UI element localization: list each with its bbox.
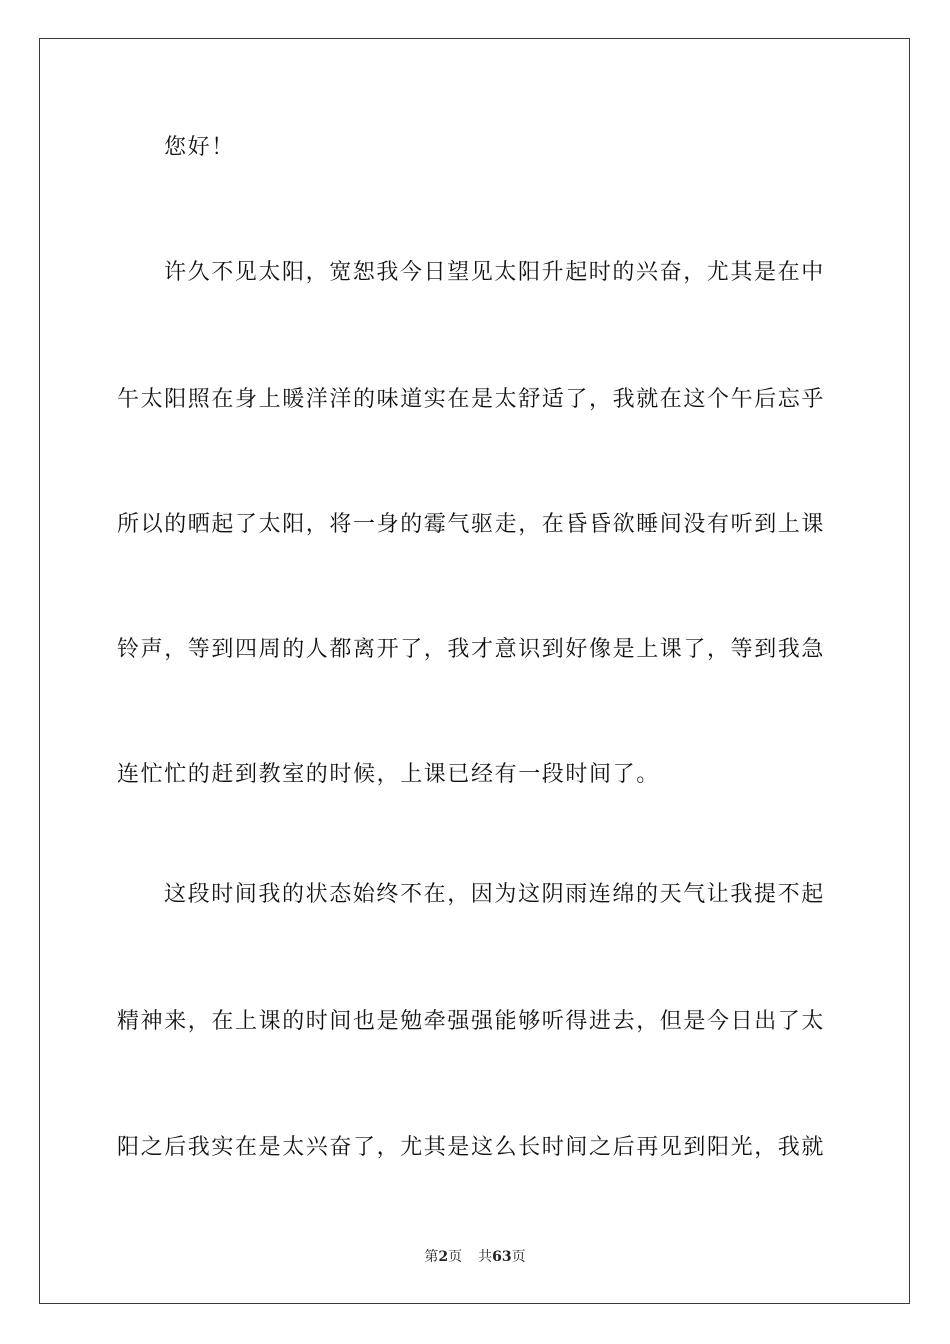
salutation-line: 您好！ — [164, 135, 235, 160]
paragraph-1-line-5: 连忙忙的赶到教室的时候，上课已经有一段时间了。 — [117, 762, 660, 787]
page-border — [39, 38, 910, 1304]
total-prefix: 共 — [478, 1249, 493, 1265]
paragraph-1-line-1: 许久不见太阳，宽恕我今日望见太阳升起时的兴奋，尤其是在中 — [164, 260, 825, 285]
paragraph-1-line-2: 午太阳照在身上暖洋洋的味道实在是太舒适了，我就在这个午后忘乎 — [117, 387, 826, 412]
paragraph-2-line-3: 阳之后我实在是太兴奋了，尤其是这么长时间之后再见到阳光，我就 — [117, 1135, 826, 1160]
paragraph-1-line-3: 所以的晒起了太阳，将一身的霉气驱走，在昏昏欲睡间没有听到上课 — [117, 512, 826, 537]
page-prefix: 第 — [424, 1249, 439, 1265]
paragraph-2-line-2: 精神来，在上课的时间也是勉牵强强能够听得进去，但是今日出了太 — [117, 1009, 826, 1034]
page-number: 2 — [438, 1249, 449, 1265]
total-pages: 63 — [492, 1249, 512, 1265]
total-suffix: 页 — [511, 1249, 526, 1265]
paragraph-1-line-4: 铃声，等到四周的人都离开了，我才意识到好像是上课了，等到我急 — [117, 637, 826, 662]
paragraph-2-line-1: 这段时间我的状态始终不在，因为这阴雨连绵的天气让我提不起 — [164, 882, 825, 907]
page-suffix: 页 — [448, 1249, 463, 1265]
page-footer — [0, 1248, 950, 1266]
